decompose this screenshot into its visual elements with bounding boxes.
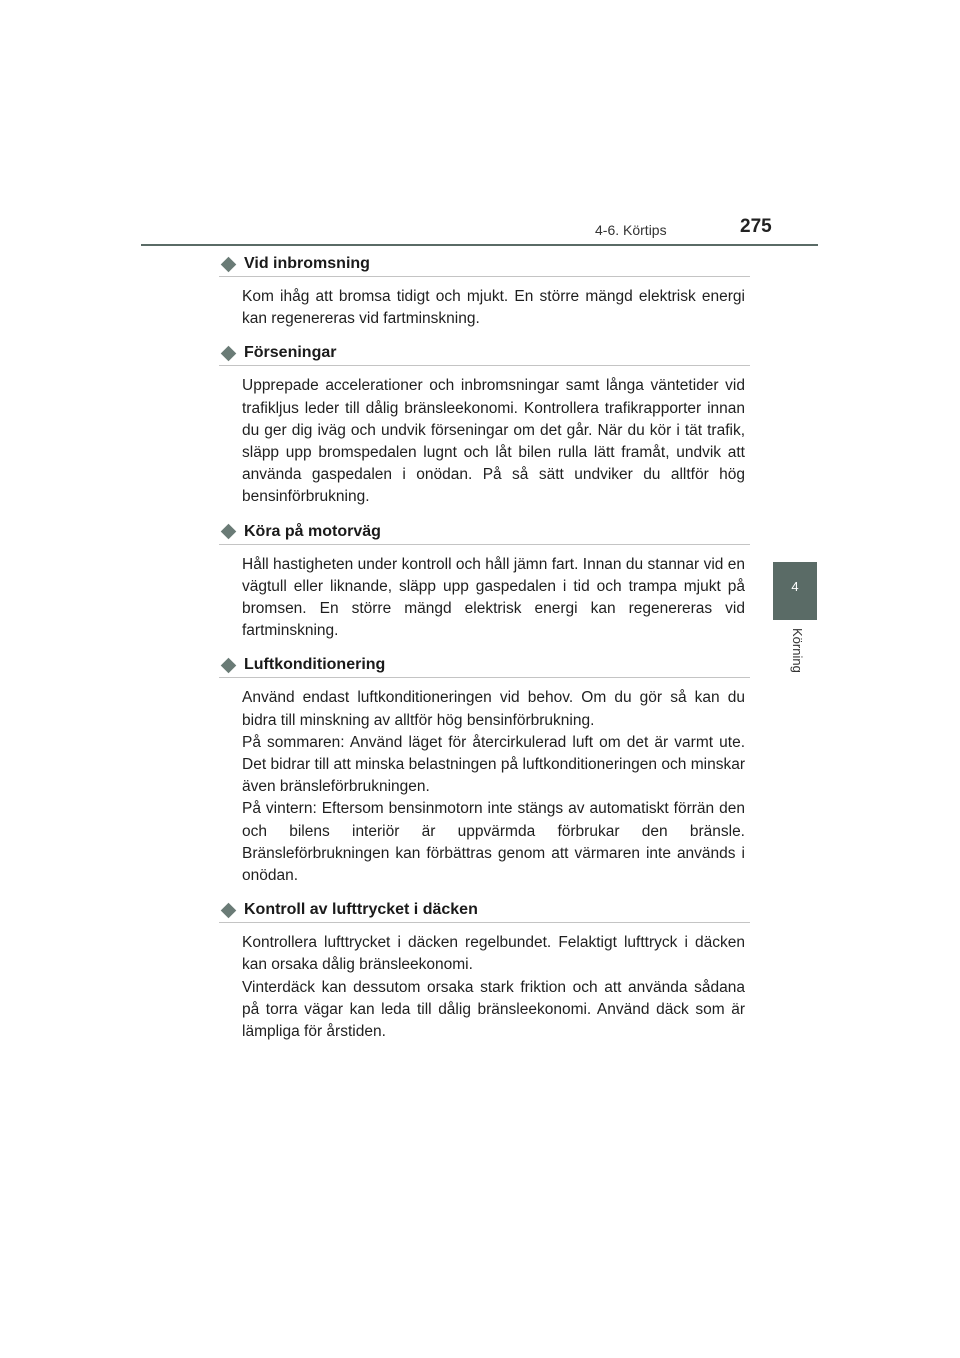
diamond-bullet-icon — [221, 524, 237, 540]
section-paragraph: På sommaren: Använd läget för återcirkulerad luft om det är varmt ute. Det bidrar till att minska belastningen på luftkonditioneringen och minskar även bränsleförbrukningen. — [242, 733, 745, 796]
section-heading — [219, 898, 750, 923]
chapter-side-label: Körning — [790, 628, 805, 673]
section-title: Kontroll av lufttrycket i däcken — [244, 901, 478, 919]
section-braking — [219, 252, 750, 330]
diamond-bullet-icon — [221, 256, 237, 272]
diamond-bullet-icon — [221, 658, 237, 674]
section-tire-pressure — [219, 898, 750, 1043]
section-title: Luftkonditionering — [244, 656, 386, 674]
section-highway — [219, 520, 750, 643]
section-title: Vid inbromsning — [244, 255, 370, 272]
diamond-bullet-icon — [221, 346, 237, 362]
section-delays — [219, 341, 750, 508]
page-number: 275 — [740, 216, 772, 237]
diamond-bullet-icon — [221, 902, 237, 918]
section-paragraph: Upprepade accelerationer och inbromsningar samt långa väntetider vid trafikljus leder till dålig bränsleekonomi. Kontrollera trafikrapporter innan du ger dig iväg och undvik förseningar om det går. När du kör i tät trafik, släpp upp bromspedalen lugnt och låt bilen rulla lätt framåt, undvik att använda gaspedalen i onödan. På så sätt undviker du alltför hög bensinförbrukning. — [242, 377, 745, 506]
chapter-side-tab: 4 — [773, 562, 817, 620]
section-heading — [219, 520, 750, 545]
section-title: Förseningar — [244, 344, 337, 362]
section-paragraph: Kom ihåg att bromsa tidigt och mjukt. En större mängd elektrisk energi kan regenereras vid fartminskning. — [242, 288, 745, 328]
header-rule — [141, 244, 818, 246]
section-air-conditioning — [219, 653, 750, 887]
section-paragraph: Kontrollera lufttrycket i däcken regelbundet. Felaktigt lufttryck i däcken kan orsaka dålig bränsleekonomi. — [242, 934, 745, 974]
section-heading — [219, 341, 750, 366]
section-paragraph: Använd endast luftkonditioneringen vid behov. Om du gör så kan du bidra till minskning av alltför hög bensinförbrukning. — [242, 689, 745, 729]
section-paragraph: Vinterdäck kan dessutom orsaka stark friktion och att använda sådana på torra vägar kan leda till dålig bränsleekonomi. Använd däck som är lämpliga för årstiden. — [242, 978, 745, 1041]
section-heading — [219, 252, 750, 277]
section-heading — [219, 653, 750, 678]
section-paragraph: På vintern: Eftersom bensinmotorn inte stängs av automatiskt förrän den och bilens interiör är uppvärmda förbrukar den bränsle. Bränsleförbrukningen kan förbättras genom att värmaren inte används i onödan. — [242, 800, 745, 885]
section-paragraph: Håll hastigheten under kontroll och håll jämn fart. Innan du stannar vid en vägtull eller liknande, släpp upp gaspedalen i tid och trampa mjukt på bromsen. En större mängd elektrisk energi kan regenereras vid fartminskning. — [242, 555, 745, 640]
section-title: Köra på motorväg — [244, 522, 381, 540]
page-content — [219, 252, 750, 1043]
chapter-title: 4-6. Körtips — [595, 222, 667, 238]
